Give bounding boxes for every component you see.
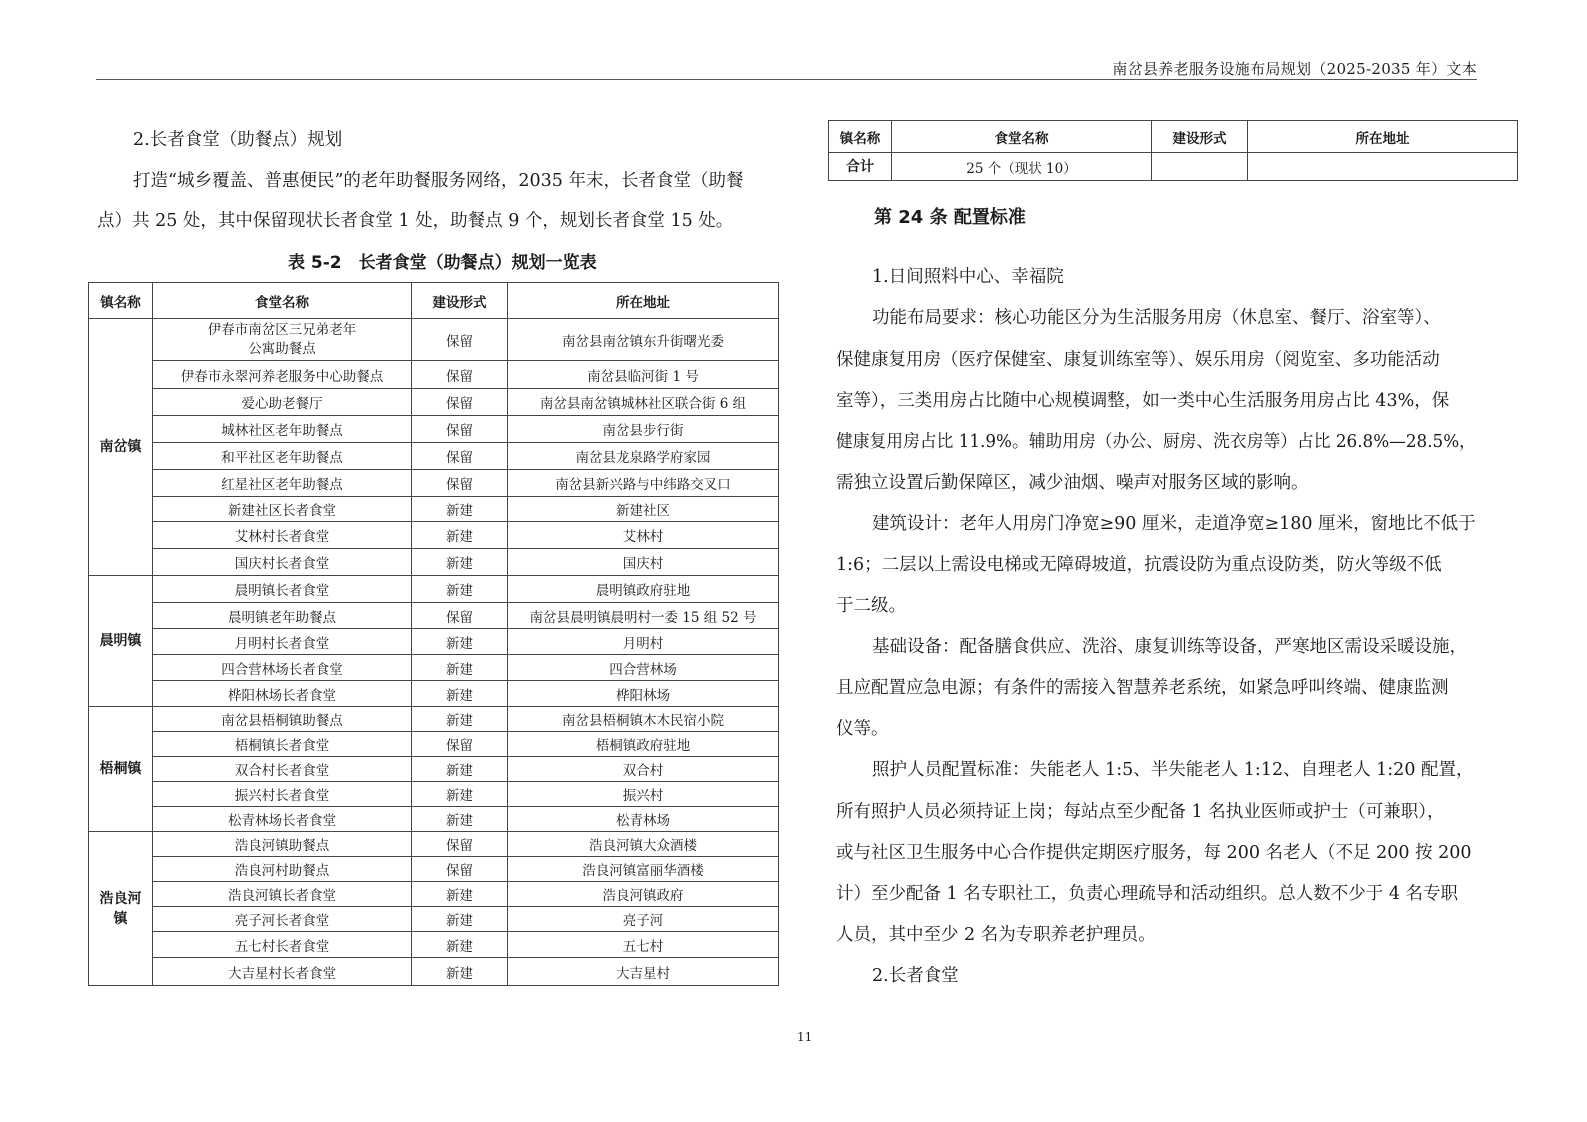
table-row xyxy=(89,497,779,522)
canteen-name-cell: 松青林场长者食堂 xyxy=(153,807,412,832)
intro-paragraph-line-2: 点）共 25 处，其中保留现状长者食堂 1 处，助餐点 9 个，规划长者食堂 15 处。 xyxy=(97,211,734,231)
build-form-cell: 新建 xyxy=(412,681,508,707)
canteen-name-cell: 双合村长者食堂 xyxy=(153,757,412,782)
table-row xyxy=(89,361,779,389)
staffing-standard-line-4: 计）至少配备 1 名专职社工，负责心理疏导和活动组织。总人数不少于 4 名专职 xyxy=(836,884,1459,904)
column-header-town: 镇名称 xyxy=(829,121,892,153)
build-form-cell: 保留 xyxy=(412,732,508,757)
canteen-name-cell: 桦阳林场长者食堂 xyxy=(153,681,412,707)
canteen-name-cell: 城林社区老年助餐点 xyxy=(153,416,412,443)
town-cell: 晨明镇 xyxy=(89,576,153,707)
building-design-line-2: 1:6；二层以上需设电梯或无障碍坡道，抗震设防为重点设防类，防火等级不低 xyxy=(836,555,1442,575)
subsection-title-1: 1.日间照料中心、幸福院 xyxy=(872,267,1064,287)
build-form-cell: 新建 xyxy=(412,807,508,832)
canteen-name-cell: 伊春市永翠河养老服务中心助餐点 xyxy=(153,361,412,389)
total-form xyxy=(1152,153,1248,181)
column-header-town: 镇名称 xyxy=(89,283,153,319)
canteen-name-cell: 浩良河镇长者食堂 xyxy=(153,882,412,907)
canteen-name-cell: 新建社区长者食堂 xyxy=(153,497,412,522)
table-row xyxy=(89,576,779,603)
total-row xyxy=(829,153,1518,181)
canteen-table xyxy=(88,282,779,986)
table-row xyxy=(89,416,779,443)
build-form-cell: 保留 xyxy=(412,443,508,470)
canteen-name-line-2: 公寓助餐点 xyxy=(248,340,316,357)
address-cell: 南岔县新兴路与中纬路交叉口 xyxy=(508,470,779,497)
address-cell: 月明村 xyxy=(508,629,779,655)
address-cell: 南岔县梧桐镇木木民宿小院 xyxy=(508,707,779,732)
layout-requirements-line-2: 保健康复用房（医疗保健室、康复训练室等）、娱乐用房（阅览室、多功能活动 xyxy=(836,350,1440,370)
build-form-cell: 新建 xyxy=(412,629,508,655)
table-row xyxy=(89,832,779,857)
page-header-title: 南岔县养老服务设施布局规划（2025-2035 年）文本 xyxy=(1112,60,1477,78)
build-form-cell: 保留 xyxy=(412,361,508,389)
column-header-address: 所在地址 xyxy=(508,283,779,319)
column-header-address: 所在地址 xyxy=(1248,121,1518,153)
table-caption: 表 5-2 长者食堂（助餐点）规划一览表 xyxy=(288,253,597,273)
build-form-cell: 新建 xyxy=(412,549,508,576)
address-cell: 浩良河镇富丽华酒楼 xyxy=(508,857,779,882)
address-cell: 浩良河镇大众酒楼 xyxy=(508,832,779,857)
table-row xyxy=(89,907,779,932)
canteen-name-cell: 南岔县梧桐镇助餐点 xyxy=(153,707,412,732)
layout-requirements-line-1: 功能布局要求：核心功能区分为生活服务用房（休息室、餐厅、浴室等）、 xyxy=(872,308,1441,328)
column-header-build-form: 建设形式 xyxy=(1152,121,1248,153)
build-form-cell: 新建 xyxy=(412,522,508,549)
canteen-name-cell: 浩良河镇助餐点 xyxy=(153,832,412,857)
build-form-cell: 新建 xyxy=(412,497,508,522)
canteen-name-cell: 晨明镇长者食堂 xyxy=(153,576,412,603)
table-row xyxy=(89,932,779,958)
canteen-name-cell: 振兴村长者食堂 xyxy=(153,782,412,807)
table-row xyxy=(89,757,779,782)
canteen-name-cell: 亮子河长者食堂 xyxy=(153,907,412,932)
canteen-name-cell: 五七村长者食堂 xyxy=(153,932,412,958)
build-form-cell: 保留 xyxy=(412,603,508,629)
canteen-name-cell: 四合营林场长者食堂 xyxy=(153,655,412,681)
address-cell: 五七村 xyxy=(508,932,779,958)
canteen-name-cell: 梧桐镇长者食堂 xyxy=(153,732,412,757)
table-row xyxy=(89,629,779,655)
building-design-line-3: 于二级。 xyxy=(836,596,906,616)
build-form-cell: 保留 xyxy=(412,319,508,361)
total-count: 25 个（现状 10） xyxy=(892,153,1152,181)
canteen-name-cell: 月明村长者食堂 xyxy=(153,629,412,655)
table-row xyxy=(89,958,779,986)
build-form-cell: 新建 xyxy=(412,707,508,732)
build-form-cell: 新建 xyxy=(412,757,508,782)
layout-requirements-line-5: 需独立设置后勤保障区，减少油烟、噪声对服务区域的影响。 xyxy=(836,473,1309,493)
basic-equipment-line-3: 仪等。 xyxy=(836,719,889,739)
build-form-cell: 新建 xyxy=(412,782,508,807)
address-cell: 南岔县龙泉路学府家园 xyxy=(508,443,779,470)
build-form-cell: 保留 xyxy=(412,416,508,443)
build-form-cell: 新建 xyxy=(412,932,508,958)
page-number: 11 xyxy=(797,1030,813,1044)
table-row xyxy=(89,857,779,882)
column-header-build-form: 建设形式 xyxy=(412,283,508,319)
subsection-title-2: 2.长者食堂 xyxy=(872,966,959,986)
canteen-name-cell: 国庆村长者食堂 xyxy=(153,549,412,576)
build-form-cell: 保留 xyxy=(412,389,508,416)
town-cell: 南岔镇 xyxy=(89,319,153,576)
table-row xyxy=(89,603,779,629)
table-row xyxy=(89,681,779,707)
canteen-name-cell: 爱心助老餐厅 xyxy=(153,389,412,416)
address-cell: 新建社区 xyxy=(508,497,779,522)
canteen-name-cell: 和平社区老年助餐点 xyxy=(153,443,412,470)
canteen-table-continued xyxy=(828,120,1518,181)
canteen-name-cell: 晨明镇老年助餐点 xyxy=(153,603,412,629)
intro-paragraph-line-1: 打造“城乡覆盖、普惠便民”的老年助餐服务网络，2035 年末，长者食堂（助餐 xyxy=(133,171,744,191)
address-cell: 双合村 xyxy=(508,757,779,782)
table-row xyxy=(89,782,779,807)
canteen-name-cell: 红星社区老年助餐点 xyxy=(153,470,412,497)
build-form-cell: 新建 xyxy=(412,958,508,986)
section-title: 2.长者食堂（助餐点）规划 xyxy=(133,130,343,150)
article-title: 第 24 条 配置标准 xyxy=(874,207,1026,228)
staffing-standard-line-5: 人员，其中至少 2 名为专职养老护理员。 xyxy=(836,925,1156,945)
column-header-canteen-name: 食堂名称 xyxy=(892,121,1152,153)
build-form-cell: 保留 xyxy=(412,832,508,857)
address-cell: 梧桐镇政府驻地 xyxy=(508,732,779,757)
address-cell: 艾林村 xyxy=(508,522,779,549)
canteen-name-cell: 大吉星村长者食堂 xyxy=(153,958,412,986)
address-cell: 四合营林场 xyxy=(508,655,779,681)
basic-equipment-line-1: 基础设备：配备膳食供应、洗浴、康复训练等设备，严寒地区需设采暖设施， xyxy=(872,637,1467,657)
header-divider xyxy=(96,79,1477,80)
build-form-cell: 保留 xyxy=(412,857,508,882)
table-row xyxy=(89,732,779,757)
building-design-line-1: 建筑设计：老年人用房门净宽≥90 厘米，走道净宽≥180 厘米，窗地比不低于 xyxy=(872,514,1476,534)
table-row xyxy=(89,707,779,732)
address-cell: 南岔县南岔镇城林社区联合街 6 组 xyxy=(508,389,779,416)
town-cell xyxy=(89,832,153,986)
table-row xyxy=(89,655,779,681)
layout-requirements-line-3: 室等），三类用房占比随中心规模调整，如一类中心生活服务用房占比 43%，保 xyxy=(836,391,1450,411)
table-row xyxy=(89,807,779,832)
table-row xyxy=(89,549,779,576)
town-cell: 梧桐镇 xyxy=(89,707,153,832)
address-cell: 桦阳林场 xyxy=(508,681,779,707)
address-cell: 南岔县晨明镇晨明村一委 15 组 52 号 xyxy=(508,603,779,629)
address-cell: 大吉星村 xyxy=(508,958,779,986)
table-row xyxy=(89,522,779,549)
total-address xyxy=(1248,153,1518,181)
canteen-name-cell: 艾林村长者食堂 xyxy=(153,522,412,549)
address-cell: 南岔县临河街 1 号 xyxy=(508,361,779,389)
table-row xyxy=(89,882,779,907)
town-name-line-2: 镇 xyxy=(113,910,128,927)
build-form-cell: 新建 xyxy=(412,907,508,932)
basic-equipment-line-2: 且应配置应急电源；有条件的需接入智慧养老系统，如紧急呼叫终端、健康监测 xyxy=(836,678,1449,698)
canteen-name-line-1: 伊春市南岔区三兄弟老年 xyxy=(207,321,357,338)
staffing-standard-line-3: 或与社区卫生服务中心合作提供定期医疗服务，每 200 名老人（不足 200 按 200 xyxy=(836,843,1472,863)
address-cell: 松青林场 xyxy=(508,807,779,832)
address-cell: 晨明镇政府驻地 xyxy=(508,576,779,603)
layout-requirements-line-4: 健康复用房占比 11.9%。辅助用房（办公、厨房、洗衣房等）占比 26.8%—28.5%， xyxy=(836,432,1476,452)
address-cell: 国庆村 xyxy=(508,549,779,576)
table-row xyxy=(89,470,779,497)
table-row xyxy=(89,443,779,470)
total-label: 合计 xyxy=(829,153,892,181)
staffing-standard-line-2: 所有照护人员必须持证上岗；每站点至少配备 1 名执业医师或护士（可兼职）， xyxy=(836,802,1445,822)
build-form-cell: 新建 xyxy=(412,655,508,681)
canteen-name-cell: 浩良河村助餐点 xyxy=(153,857,412,882)
address-cell: 亮子河 xyxy=(508,907,779,932)
town-name-line-1: 浩良河 xyxy=(99,890,142,907)
address-cell: 浩良河镇政府 xyxy=(508,882,779,907)
address-cell: 南岔县步行街 xyxy=(508,416,779,443)
table-row xyxy=(89,389,779,416)
address-cell: 振兴村 xyxy=(508,782,779,807)
column-header-canteen-name: 食堂名称 xyxy=(153,283,412,319)
table-row xyxy=(89,319,779,361)
build-form-cell: 保留 xyxy=(412,470,508,497)
build-form-cell: 新建 xyxy=(412,576,508,603)
build-form-cell: 新建 xyxy=(412,882,508,907)
staffing-standard-line-1: 照护人员配置标准：失能老人 1:5、半失能老人 1:12、自理老人 1:20 配置， xyxy=(872,760,1474,780)
address-cell: 南岔县南岔镇东升街曙光委 xyxy=(508,319,779,361)
canteen-name-cell xyxy=(153,319,412,361)
